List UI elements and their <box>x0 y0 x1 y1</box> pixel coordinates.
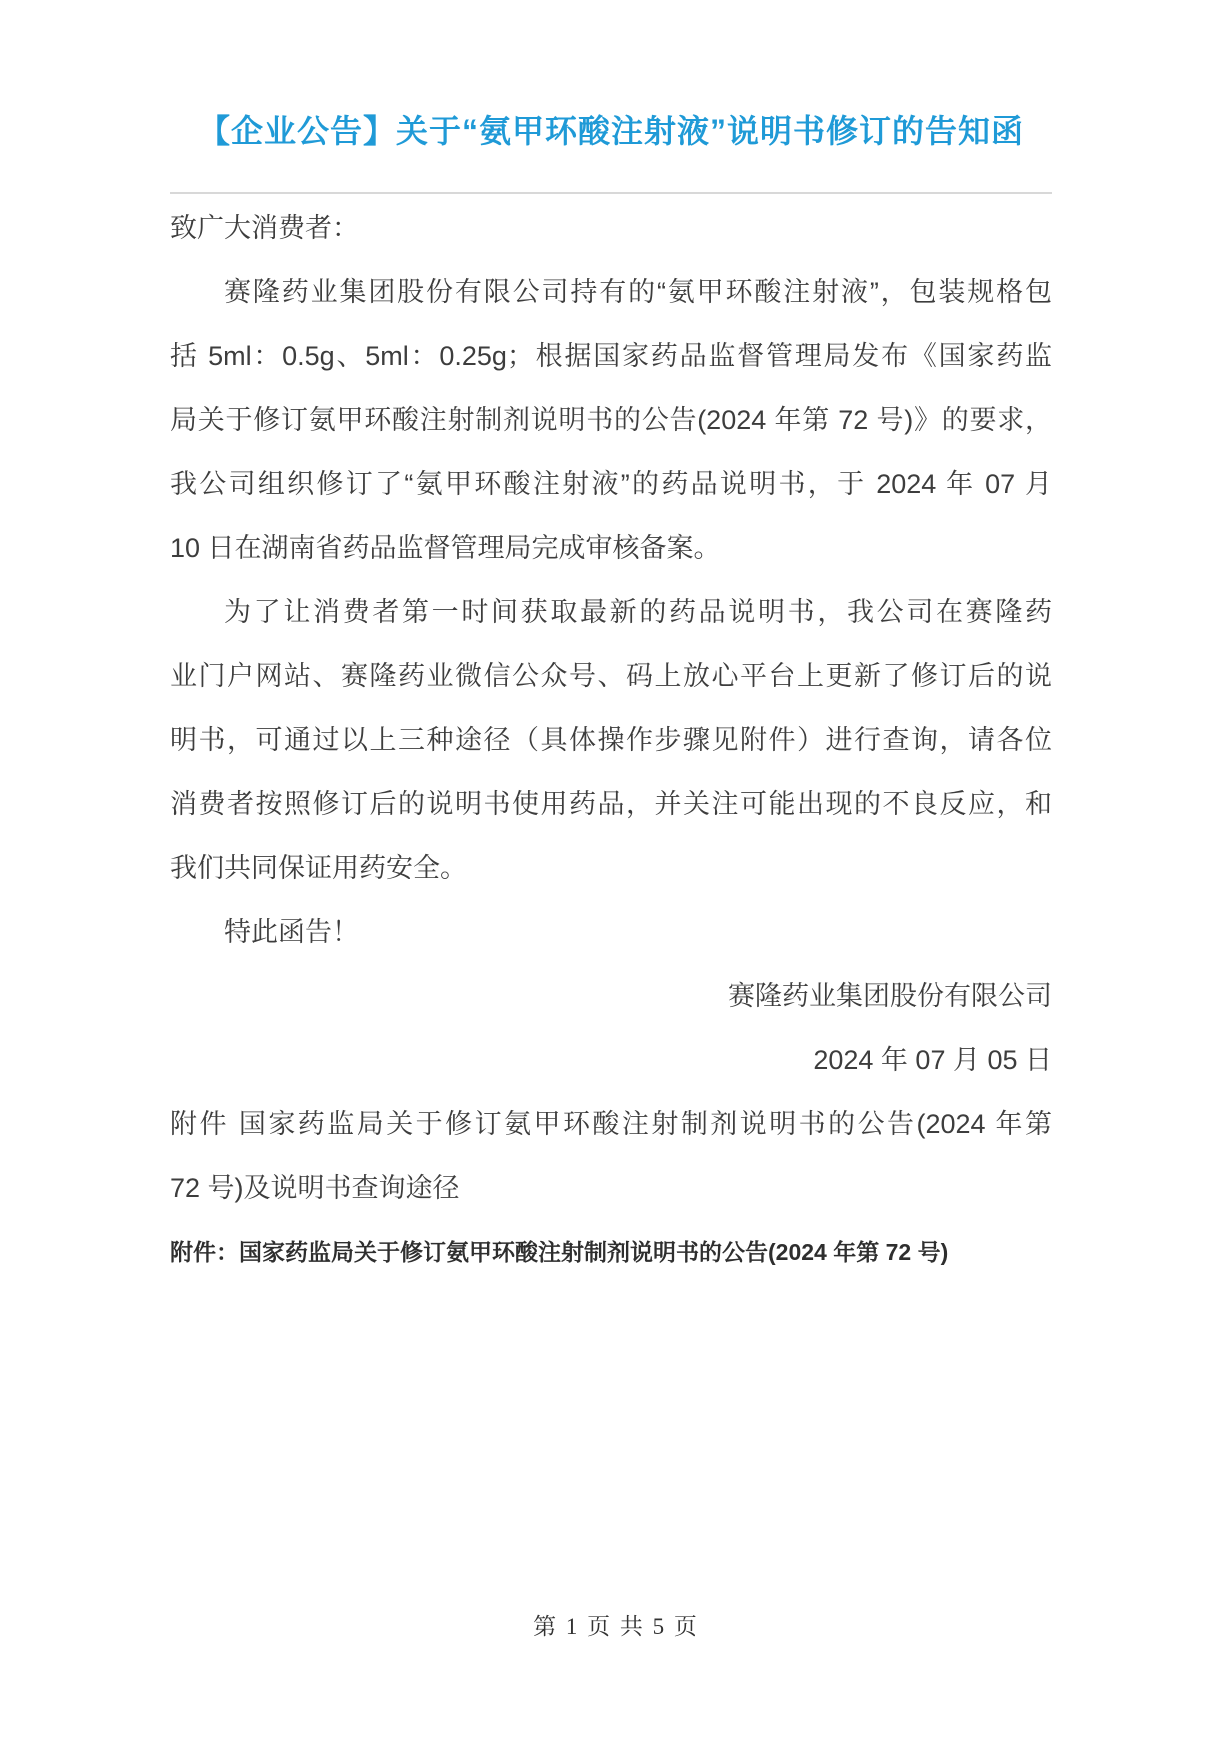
body-line: 我们共同保证用药安全。 <box>170 853 467 883</box>
salutation: 致广大消费者： <box>170 213 359 243</box>
page-title: 【企业公告】关于“氨甲环酸注射液”说明书修订的告知函 <box>197 113 1024 149</box>
body-line: 明书，可通过以上三种途径（具体操作步骤见附件）进行查询，请各位 <box>170 725 1052 755</box>
paragraph-2 <box>170 580 1052 900</box>
signature-date: 2024 年 07 月 05 日 <box>813 1045 1052 1075</box>
page-footer: 第 1 页 共 5 页 <box>533 1614 699 1639</box>
body-line: 赛隆药业集团股份有限公司持有的“氨甲环酸注射液”，包装规格包 <box>224 277 1052 307</box>
body-line: 为了让消费者第一时间获取最新的药品说明书，我公司在赛隆药 <box>224 597 1052 627</box>
body-line: 局关于修订氨甲环酸注射制剂说明书的公告(2024 年第 72 号)》的要求， <box>170 405 1052 435</box>
attachment-reference <box>170 1092 1052 1220</box>
paragraph-1 <box>170 260 1052 580</box>
letter-body <box>170 196 1052 1274</box>
body-line: 附件 国家药监局关于修订氨甲环酸注射制剂说明书的公告(2024 年第 <box>170 1109 1052 1139</box>
body-line: 我公司组织修订了“氨甲环酸注射液”的药品说明书，于 2024 年 07 月 <box>170 469 1052 499</box>
closing-line: 特此函告！ <box>224 917 359 947</box>
attachment-note: 附件：国家药监局关于修订氨甲环酸注射制剂说明书的公告(2024 年第 72 号) <box>170 1239 949 1265</box>
body-line: 消费者按照修订后的说明书使用药品，并关注可能出现的不良反应，和 <box>170 789 1052 819</box>
body-line: 72 号)及说明书查询途径 <box>170 1173 460 1203</box>
body-line: 10 日在湖南省药品监督管理局完成审核备案。 <box>170 533 721 563</box>
signature-block <box>170 964 1052 1092</box>
body-line: 业门户网站、赛隆药业微信公众号、码上放心平台上更新了修订后的说 <box>170 661 1052 691</box>
body-line: 括 5ml：0.5g、5ml：0.25g；根据国家药品监督管理局发布《国家药监 <box>170 341 1052 371</box>
title-divider <box>170 192 1052 194</box>
signature-company: 赛隆药业集团股份有限公司 <box>728 981 1052 1011</box>
